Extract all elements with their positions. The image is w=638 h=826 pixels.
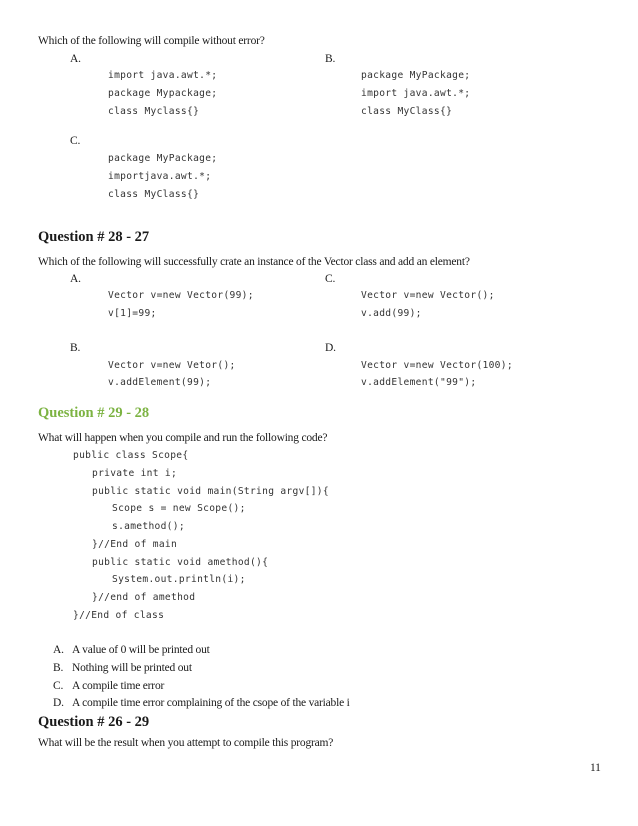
code-line: Vector v=new Vector(99); — [108, 290, 254, 301]
code-line: public class Scope{ — [73, 450, 189, 461]
option-label-c: C. — [70, 135, 81, 147]
option-label-a: A. — [70, 273, 81, 285]
option-label-b: B. — [70, 342, 81, 354]
code-line: class MyClass{} — [108, 189, 200, 200]
code-line: package MyPackage; — [108, 153, 218, 164]
option-label-a: A. — [70, 53, 81, 65]
code-line: importjava.awt.*; — [108, 171, 212, 182]
code-line: import java.awt.*; — [108, 70, 218, 81]
answer-option-label: C. — [53, 680, 64, 692]
answer-option-text: A compile time error complaining of the csope of the variable i — [72, 697, 350, 709]
code-line: import java.awt.*; — [361, 88, 471, 99]
code-line: private int i; — [92, 468, 178, 479]
code-line: }//End of class — [73, 610, 165, 621]
code-line: Vector v=new Vector(100); — [361, 360, 513, 371]
answer-option-label: D. — [53, 697, 64, 709]
code-line: v.add(99); — [361, 308, 422, 319]
answer-option-text: A value of 0 will be printed out — [72, 644, 210, 656]
answer-option-text: A compile time error — [72, 680, 165, 692]
code-line: s.amethod(); — [112, 521, 185, 532]
question-heading: Question # 29 - 28 — [38, 405, 150, 421]
answer-option-text: Nothing will be printed out — [72, 662, 192, 674]
option-label-c: C. — [325, 273, 336, 285]
question-heading: Question # 28 - 27 — [38, 229, 150, 245]
code-line: package Mypackage; — [108, 88, 218, 99]
answer-option-label: A. — [53, 644, 64, 656]
question-prompt: Which of the following will compile without error? — [38, 35, 265, 47]
code-line: Vector v=new Vetor(); — [108, 360, 236, 371]
code-line: Vector v=new Vector(); — [361, 290, 495, 301]
answer-option-label: B. — [53, 662, 64, 674]
code-line: class Myclass{} — [108, 106, 200, 117]
code-line: v.addElement("99"); — [361, 377, 477, 388]
code-line: }//end of amethod — [92, 592, 196, 603]
code-line: System.out.println(i); — [112, 574, 246, 585]
option-label-b: B. — [325, 53, 336, 65]
page-number: 11 — [590, 762, 601, 774]
code-line: class MyClass{} — [361, 106, 453, 117]
option-label-d: D. — [325, 342, 336, 354]
code-line: v.addElement(99); — [108, 377, 212, 388]
code-line: public static void main(String argv[]){ — [92, 486, 329, 497]
code-line: }//End of main — [92, 539, 178, 550]
code-line: public static void amethod(){ — [92, 557, 269, 568]
question-prompt: Which of the following will successfully crate an instance of the Vector class and add an element? — [38, 256, 470, 268]
question-prompt: What will be the result when you attempt to compile this program? — [38, 737, 334, 749]
code-line: Scope s = new Scope(); — [112, 503, 246, 514]
question-heading: Question # 26 - 29 — [38, 714, 150, 730]
question-prompt: What will happen when you compile and run the following code? — [38, 432, 328, 444]
code-line: v[1]=99; — [108, 308, 157, 319]
code-line: package MyPackage; — [361, 70, 471, 81]
